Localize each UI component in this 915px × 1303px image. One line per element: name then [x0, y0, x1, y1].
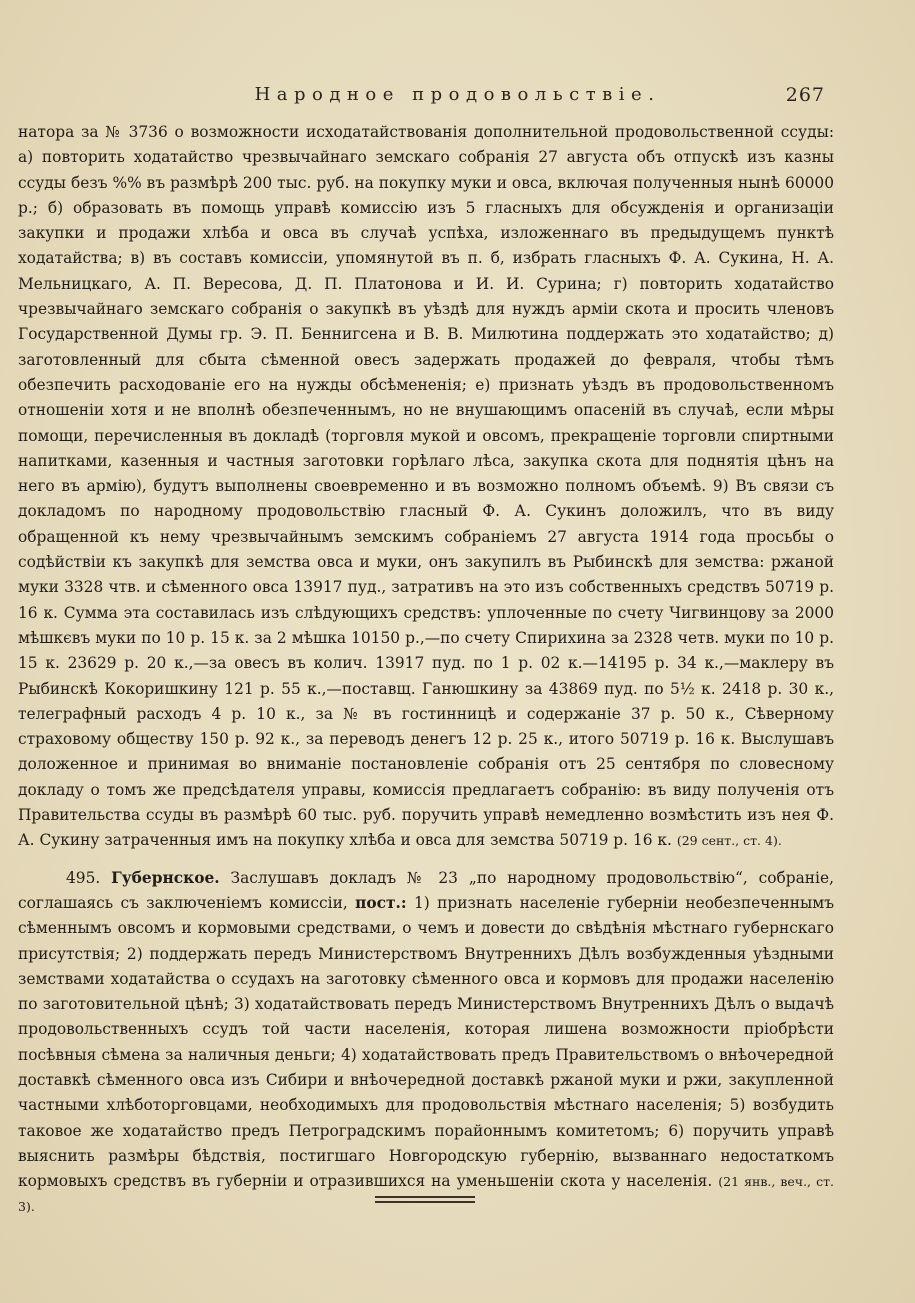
citation: (21 янв., веч., ст. 3). [18, 1174, 834, 1215]
paragraph-text: натора за № 3736 о возможности исходатайствованія дополнительной продовольственной ссуды: а) повторить ходатайство чрезвычайнаго земскаго собранія 27 августа объ отпускѣ изъ казны ссуды безъ %% въ размѣрѣ 200 тыс. руб. на покупку муки и овса, включая полученныя нынѣ 60000 р.; б) образовать въ помощь управѣ комиссію изъ 5 гласныхъ для обсужденія и организаціи закупки и продажи хлѣба и овса въ случаѣ успѣха, изложеннаго въ предыдущемъ пунктѣ ходатайства; в) въ составъ комиссіи, упомянутой въ п. б, избрать гласныхъ Ф. А. Сукина, Н. А. Мельницкаго, А. П. Вересова, Д. П. Платонова и И. И. Сурина; г) повторить ходатайство чрезвычайнаго земскаго собранія о закупкѣ въ уѣздѣ для нуждъ арміи скота и просить членовъ Государственной Думы гр. Э. П. Беннигсена и В. В. Милютина поддержать это ходатайство; д) заготовленный для сбыта сѣменной овесъ задержать продажей до февраля, чтобы тѣмъ обезпечить расходованіе его на нужды обсѣмененія; е) признать уѣздъ въ продовольственномъ отношеніи хотя и не вполнѣ обезпеченнымъ, но не внушающимъ опасеній въ случаѣ, если мѣры помощи, перечисленныя въ докладѣ (торговля мукой и овсомъ, прекращеніе торговли спиртными напитками, казенныя и частныя заготовки горѣлаго лѣса, закупка скота для поднятія цѣнъ на него въ армію), будутъ выполнены своевременно и въ возможно полномъ объемѣ. 9) Въ связи съ докладомъ по народному продовольствію гласный Ф. А. Сукинъ доложилъ, что въ виду обращенной къ нему чрезвычайнымъ земскимъ собраніемъ 27 августа 1914 года просьбы о содѣйствіи къ закупкѣ для земства овса и муки, онъ закупилъ въ Рыбинскѣ для земства: ржаной муки 3328 чтв. и сѣменного овса 13917 пуд., затративъ на это изъ собственныхъ средствъ 50719 р. 16 к. Сумма эта составилась изъ слѣдующихъ средствъ: уплоченные по счету Чигвинцову за 2000 мѣшкєвъ муки по 10 р. 15 к. за 2 мѣшка 10150 р.,—по счету Спирихина за 2328 четв. муки по 10 р. 15 к. 23629 р. 20 к.,—за овесъ въ колич. 13917 пуд. по 1 р. 02 к.—14195 р. 34 к.,—маклеру въ Рыбинскѣ Кокоришкину 121 р. 55 к.,—поставщ. Ганюшкину за 43869 пуд. по 5½ к. 2418 р. 30 к., телеграфный расходъ 4 р. 10 к., за № въ гостинницѣ и содержаніе 37 р. 50 к., Сѣверному страховому обществу 150 р. 92 к., за переводъ денегъ 12 р. 25 к., итого 50719 р. 16 к. Выслушавъ доложенное и принимая во вниманіе постановленіе собранія отъ 25 сентября по словесному докладу о томъ же предсѣдателя управы, комиссія предлагаетъ собранію: въ виду полученія отъ Правительства ссуды въ размѣрѣ 60 тыс. руб. поручить управѣ немедленно возмѣстить изъ нея Ф. А. Сукину затраченныя имъ на покупку хлѣба и овса для земства 50719 р. 16 к. [18, 123, 834, 850]
paragraph-495 [18, 866, 834, 1220]
paragraph-gap [18, 854, 834, 866]
citation: (29 сент., ст. 4). [676, 833, 782, 849]
running-title: Народное продовольствіе. [254, 84, 661, 105]
paragraph-text-a: Заслушавъ докладъ № 23 „по народному продовольствію“, собраніе, соглашаясь съ заключеніемъ комиссіи, [18, 868, 834, 912]
body-text [18, 120, 834, 1220]
paragraph-text-b: 1) признать населеніе губерніи необезпеченнымъ сѣменнымъ овсомъ и кормовыми средствами, о чемъ и довести до свѣдѣнія мѣстнаго губернскаго присутствія; 2) поддержать передъ Министерствомъ Внутреннихъ Дѣлъ возбужденныя уѣздными земствами ходатайства о ссудахъ на заготовку сѣменного овса и кормовъ для продажи населенію по заготовительной цѣнѣ; 3) ходатайствовать передъ Министерствомъ Внутреннихъ Дѣлъ о выдачѣ продовольственныхъ ссудъ той части населенія, которая лишена возможности пріобрѣсти посѣвныя сѣмена за наличныя деньги; 4) ходатайствовать предъ Правительствомъ о внѣочередной доставкѣ сѣменного овса изъ Сибири и внѣочередной доставкѣ ржаной муки и ржи, закупленной частными хлѣботорговцами, необходимыхъ для продовольствія мѣстнаго населенія; 5) возбудить таковое же ходатайство предъ Петроградскимъ порайоннымъ комитетомъ; 6) поручить управѣ выяснить размѣры бѣдствія, постигшаго Новгородскую губернію, вызваннаго недостаткомъ кормовыхъ средствъ въ губерніи и отразившихся на уменьшеніи скота у населенія. [18, 893, 835, 1191]
end-rule-bottom [375, 1201, 475, 1203]
post-keyword: пост.: [355, 893, 407, 912]
page-header [20, 84, 895, 112]
item-number: 495. [66, 868, 101, 887]
end-rule-top [375, 1196, 475, 1198]
paragraph-continued [18, 120, 834, 854]
item-lead: Губернское. [111, 868, 220, 887]
page-number: 267 [785, 84, 825, 106]
